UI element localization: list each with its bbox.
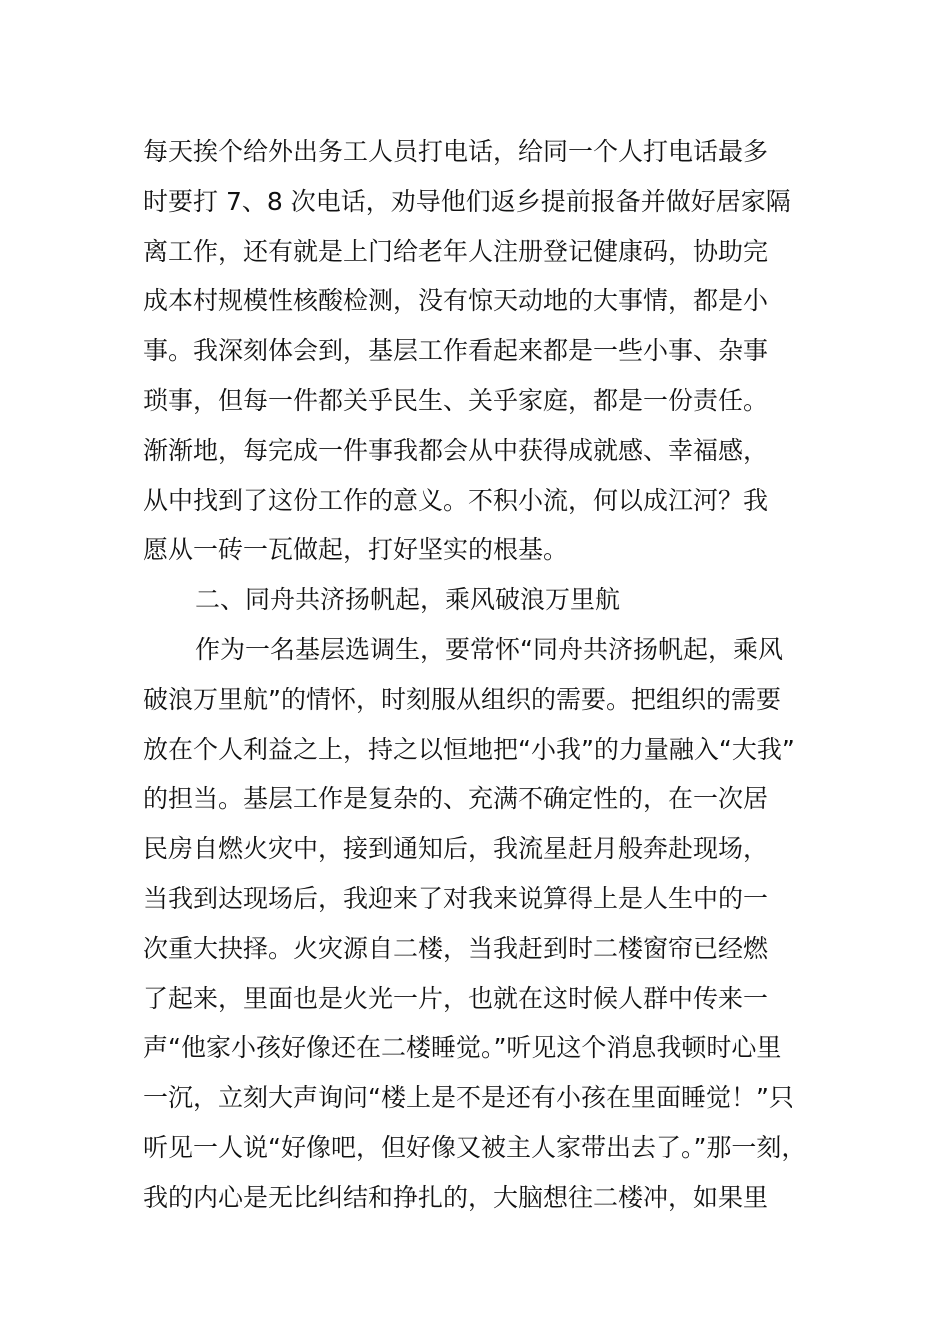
text-line: 愿从一砖一瓦做起，打好坚实的根基。: [143, 535, 569, 565]
text-line: 声“他家小孩好像还在二楼睡觉。”听见这个消息我顿时心里: [143, 1033, 782, 1063]
text-line: 了起来，里面也是火光一片，也就在这时候人群中传来一: [143, 983, 769, 1013]
text-line: 琐事，但每一件都关乎民生、关乎家庭，都是一份责任。: [143, 385, 769, 415]
text-line: 每天挨个给外出务工人员打电话，给同一个人打电话最多: [143, 137, 769, 166]
text-line: 从中找到了这份工作的意义。不积小流，何以成江河？我: [143, 485, 769, 515]
text-line: 次重大抉择。火灾源自二楼，当我赶到时二楼窗帘已经燃: [143, 933, 769, 963]
text-line: 时要打 7、8 次电话，劝导他们返乡提前报备并做好居家隔: [143, 186, 791, 216]
text-line: 的担当。基层工作是复杂的、充满不确定性的，在一次居: [143, 784, 769, 814]
text-line: 放在个人利益之上，持之以恒地把“小我”的力量融入“大我”: [143, 734, 795, 764]
paragraph-start-line: 作为一名基层选调生，要常怀“同舟共济扬帆起，乘风: [195, 634, 783, 664]
text-line: 离工作，还有就是上门给老年人注册登记健康码，协助完: [143, 236, 769, 266]
text-line: 一沉，立刻大声询问“楼上是不是还有小孩在里面睡觉！”只: [143, 1083, 794, 1113]
text-line: 渐渐地，每完成一件事我都会从中获得成就感、幸福感，: [143, 435, 769, 465]
text-line: 成本村规模性核酸检测，没有惊天动地的大事情，都是小: [143, 286, 769, 316]
body-text: [143, 127, 833, 1223]
section-heading: 二、同舟共济扬帆起，乘风破浪万里航: [195, 585, 621, 615]
text-line: 事。我深刻体会到，基层工作看起来都是一些小事、杂事: [143, 336, 769, 366]
text-line: 民房自燃火灾中，接到通知后，我流星赶月般奔赴现场，: [143, 834, 769, 864]
text-line: 听见一人说“好像吧，但好像又被主人家带出去了。”那一刻，: [143, 1132, 807, 1162]
text-line: 当我到达现场后，我迎来了对我来说算得上是人生中的一: [143, 883, 769, 913]
text-line: 我的内心是无比纠结和挣扎的，大脑想往二楼冲，如果里: [143, 1182, 769, 1212]
text-line: 破浪万里航”的情怀，时刻服从组织的需要。把组织的需要: [143, 684, 781, 714]
